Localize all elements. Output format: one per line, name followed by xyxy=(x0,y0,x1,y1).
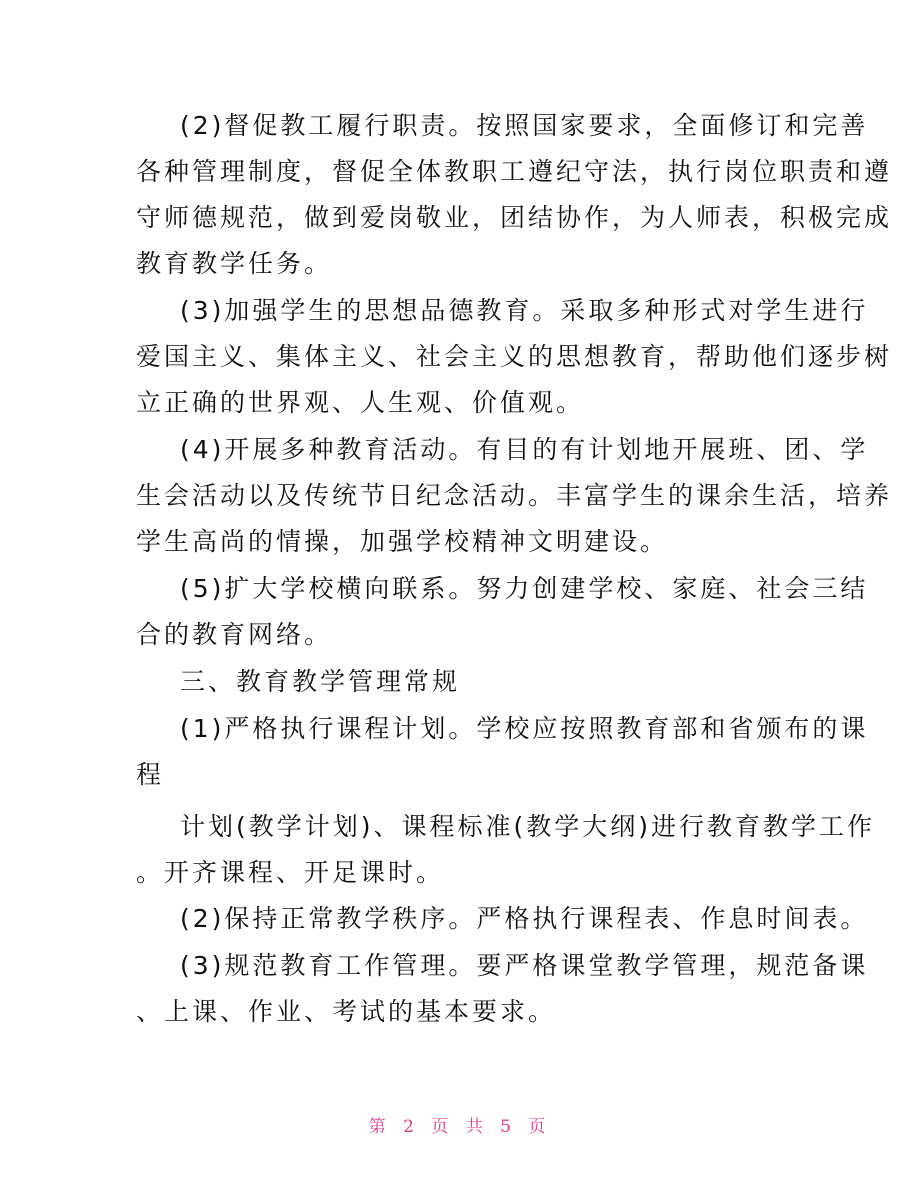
section-heading: 三、教育教学管理常规 xyxy=(180,667,461,696)
text-line: 、上课、作业、考试的基本要求。 xyxy=(136,997,557,1026)
text-line: 计划(教学计划)、课程标准(教学大纲)进行教育教学工作 xyxy=(180,812,876,841)
text-line: (3)规范教育工作管理。要严格课堂教学管理，规范备课 xyxy=(180,951,869,980)
text-line: 立正确的世界观、人生观、价值观。 xyxy=(136,388,585,417)
text-line: (2)督促教工履行职责。按照国家要求，全面修订和完善 xyxy=(180,111,869,140)
text-line: 学生高尚的情操，加强学校精神文明建设。 xyxy=(136,527,669,556)
text-line: 爱国主义、集体主义、社会主义的思想教育，帮助他们逐步树 xyxy=(136,342,893,371)
text-line: 。开齐课程、开足课时。 xyxy=(136,858,445,887)
text-line: (5)扩大学校横向联系。努力创建学校、家庭、社会三结 xyxy=(180,574,869,603)
text-line: 各种管理制度，督促全体教职工遵纪守法，执行岗位职责和遵 xyxy=(136,157,893,186)
text-line: (3)加强学生的思想品德教育。采取多种形式对学生进行 xyxy=(180,296,869,325)
page-number-footer: 第 2 页 共 5 页 xyxy=(368,1117,552,1137)
text-line: 生会活动以及传统节日纪念活动。丰富学生的课余生活，培养 xyxy=(136,481,893,510)
text-line: (1)严格执行课程计划。学校应按照教育部和省颁布的课 xyxy=(180,714,869,743)
text-line: (4)开展多种教育活动。有目的有计划地开展班、团、学 xyxy=(180,435,869,464)
text-line: 程 xyxy=(136,760,165,789)
text-line: 合的教育网络。 xyxy=(136,620,333,649)
text-line: 教育教学任务。 xyxy=(136,249,333,278)
text-line: (2)保持正常教学秩序。严格执行课程表、作息时间表。 xyxy=(180,904,869,933)
text-line: 守师德规范，做到爱岗敬业，团结协作，为人师表，积极完成 xyxy=(136,203,893,232)
